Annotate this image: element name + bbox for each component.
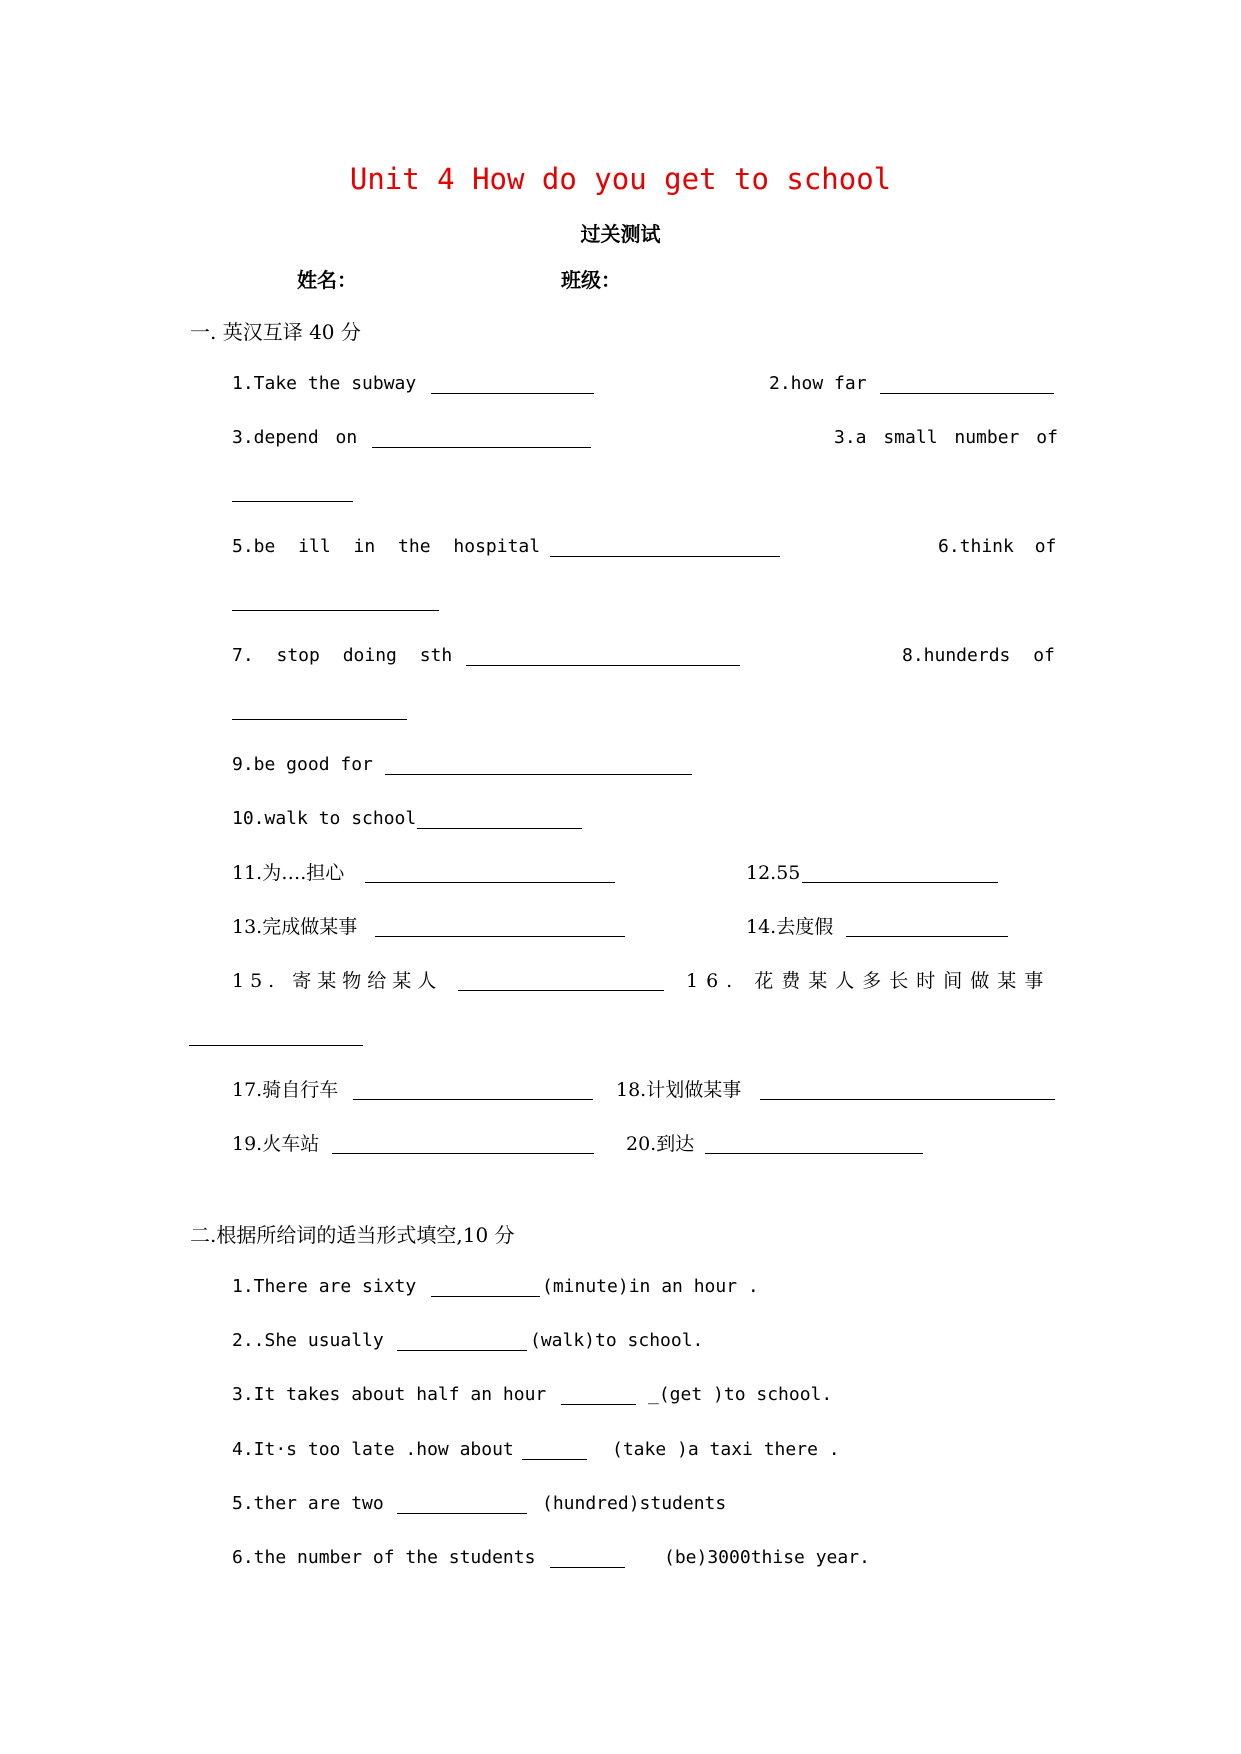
answer-blank[interactable]: [385, 774, 692, 775]
list-item: (hundred)students: [542, 1493, 727, 1514]
answer-blank[interactable]: [232, 610, 439, 611]
answer-blank[interactable]: [365, 882, 615, 883]
page-title: Unit 4 How do you get to school: [349, 162, 892, 196]
answer-blank[interactable]: [760, 1099, 1055, 1100]
list-item: _(get )to school.: [648, 1384, 833, 1405]
list-item: 5.ther are two: [232, 1493, 384, 1514]
answer-blank[interactable]: [353, 1099, 593, 1100]
name-label: 姓名：: [297, 268, 357, 292]
answer-blank[interactable]: [846, 936, 1008, 937]
answer-blank[interactable]: [332, 1153, 594, 1154]
answer-blank[interactable]: [431, 393, 594, 394]
section2-heading: 二.根据所给词的适当形式填空,10 分: [190, 1223, 515, 1247]
answer-blank[interactable]: [397, 1513, 527, 1514]
answer-blank[interactable]: [550, 556, 780, 557]
list-item: 13.完成做某事: [232, 916, 358, 938]
answer-blank[interactable]: [880, 393, 1054, 394]
list-item: 3.a small number of: [834, 427, 1058, 448]
list-item: 8.hunderds of: [902, 645, 1055, 666]
list-item: (minute)in an hour .: [542, 1276, 759, 1297]
list-item: (take )a taxi there .: [612, 1439, 840, 1460]
answer-blank[interactable]: [550, 1567, 625, 1568]
list-item: 16. 花费某人多长时间做某事: [686, 970, 1052, 992]
answer-blank[interactable]: [232, 501, 353, 502]
list-item: 7. stop doing sth: [232, 645, 453, 666]
answer-blank[interactable]: [458, 990, 664, 991]
answer-blank[interactable]: [561, 1404, 636, 1405]
answer-blank[interactable]: [189, 1045, 363, 1046]
answer-blank[interactable]: [705, 1153, 923, 1154]
list-item: 1.Take the subway: [232, 373, 417, 394]
list-item: 17.骑自行车: [232, 1079, 339, 1101]
list-item: 6.think of: [938, 536, 1057, 557]
list-item: 2..She usually: [232, 1330, 384, 1351]
answer-blank[interactable]: [466, 665, 740, 666]
list-item: 14.去度假: [746, 916, 834, 938]
list-item: 11.为….担心: [232, 862, 345, 884]
section1-heading: 一. 英汉互译 40 分: [190, 320, 361, 344]
list-item: 18.计划做某事: [616, 1079, 742, 1101]
list-item: 2.how far: [769, 373, 867, 394]
list-item: 4.It·s too late .how about: [232, 1439, 514, 1460]
answer-blank[interactable]: [417, 828, 582, 829]
list-item: 10.walk to school: [232, 808, 417, 829]
list-item: 3.It takes about half an hour: [232, 1384, 547, 1405]
list-item: 20.到达: [626, 1133, 695, 1155]
list-item: 9.be good for: [232, 754, 373, 775]
list-item: 1.There are sixty: [232, 1276, 417, 1297]
page-subtitle: 过关测试: [580, 222, 661, 246]
answer-blank[interactable]: [397, 1350, 527, 1351]
class-label: 班级：: [561, 268, 621, 292]
answer-blank[interactable]: [522, 1459, 587, 1460]
list-item: (be)3000thise year.: [664, 1547, 870, 1568]
answer-blank[interactable]: [232, 719, 407, 720]
list-item: 15. 寄某物给某人: [232, 970, 443, 992]
list-item: 12.55: [746, 862, 801, 884]
answer-blank[interactable]: [375, 936, 625, 937]
answer-blank[interactable]: [372, 447, 591, 448]
list-item: (walk)to school.: [530, 1330, 704, 1351]
list-item: 5.be ill in the hospital: [232, 536, 541, 557]
list-item: 3.depend on: [232, 427, 358, 448]
list-item: 19.火车站: [232, 1133, 320, 1155]
answer-blank[interactable]: [802, 882, 998, 883]
answer-blank[interactable]: [431, 1296, 540, 1297]
list-item: 6.the number of the students: [232, 1547, 536, 1568]
